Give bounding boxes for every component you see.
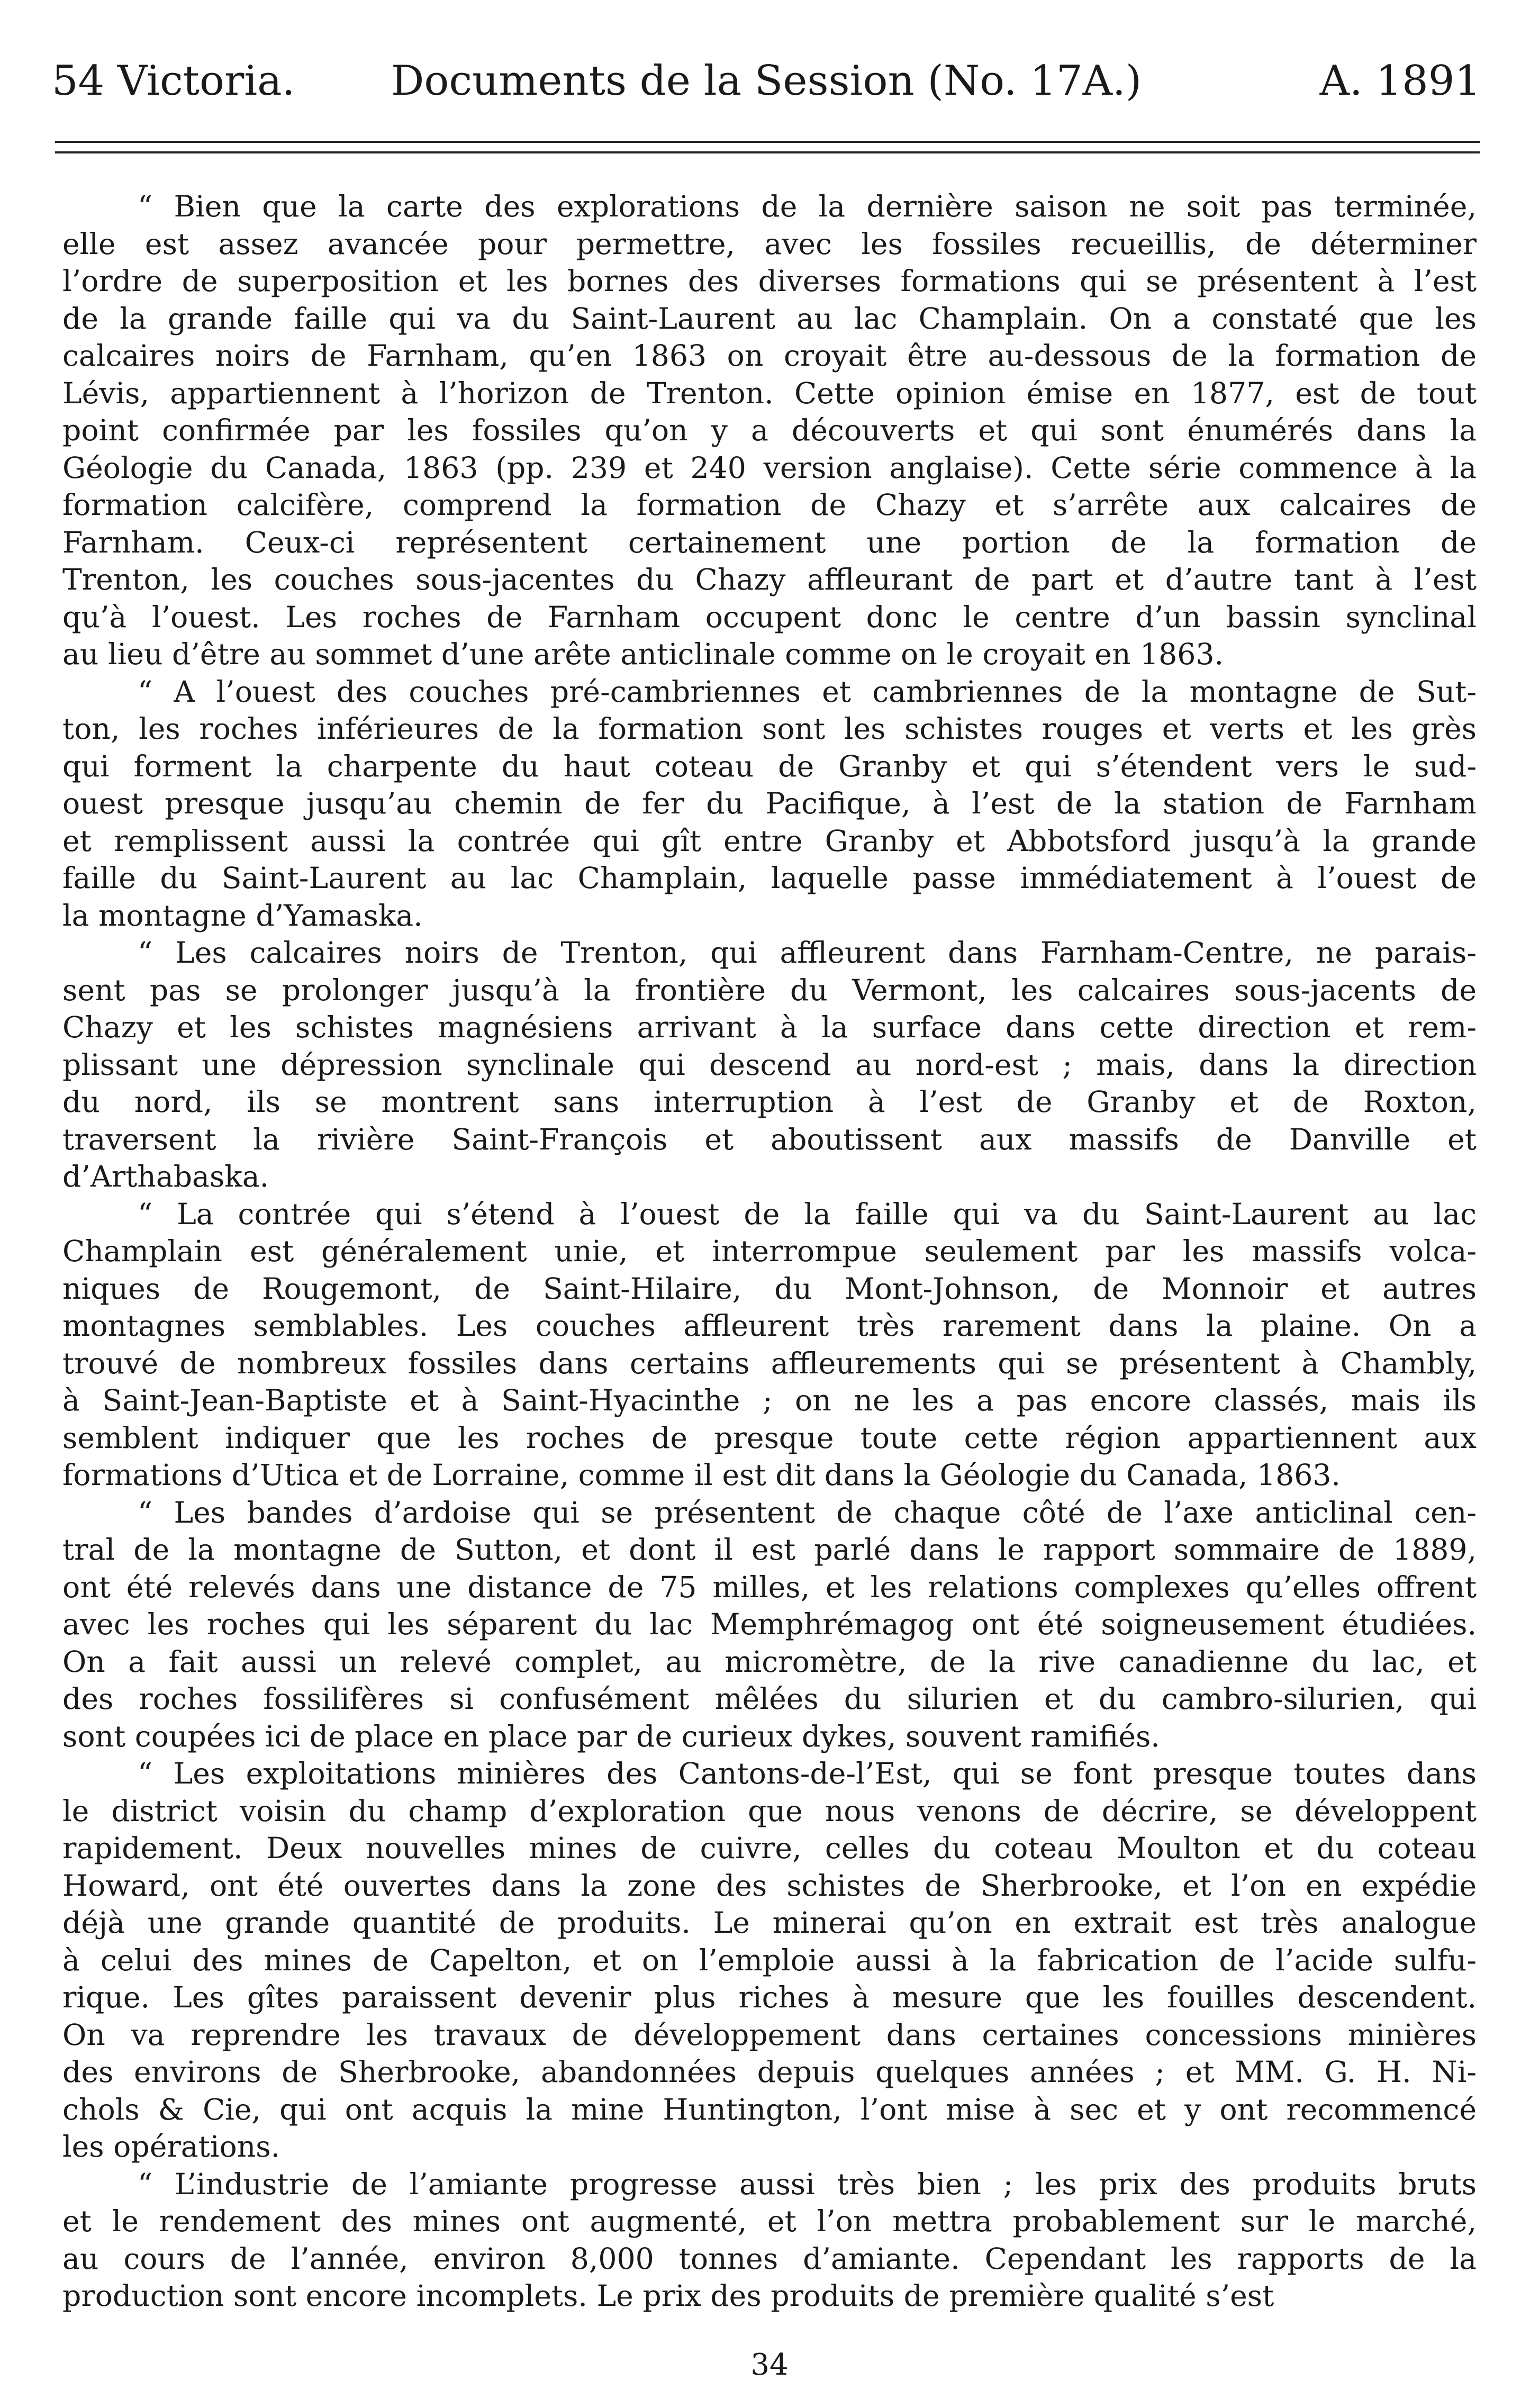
text-line: Lévis, appartiennent à l’horizon de Trenton. Cette opinion émise en 1877, est de tout (62, 376, 1477, 411)
text-line: du nord, ils se montrent sans interruption à l’est de Granby et de Roxton, (62, 1085, 1477, 1119)
text-line: au lieu d’être au sommet d’une arête anticlinale comme on le croyait en 1863. (62, 638, 1224, 672)
text-line: faille du Saint-Laurent au lac Champlain, laquelle passe immédiatement à l’ouest de (62, 862, 1477, 895)
text-line: “ La contrée qui s’étend à l’ouest de la faille qui va du Saint-Laurent au lac (138, 1197, 1477, 1232)
text-line: niques de Rougemont, de Saint-Hilaire, du Mont-Johnson, de Monnoir et autres (62, 1272, 1477, 1306)
header-year: A. 1891 (1319, 57, 1481, 105)
text-line: qu’à l’ouest. Les roches de Farnham occupent donc le centre d’un bassin synclinal (62, 600, 1477, 635)
text-line: point confirmée par les fossiles qu’on y a découverts et qui sont énumérés dans la (62, 414, 1477, 448)
text-line: le district voisin du champ d’exploration que nous venons de décrire, se développent (62, 1794, 1477, 1828)
text-line: formation calcifère, comprend la formation de Chazy et s’arrête aux calcaires de (62, 488, 1477, 522)
text-line: la montagne d’Yamaska. (62, 899, 423, 933)
text-line: Champlain est généralement unie, et interrompue seulement par les massifs volca- (62, 1235, 1477, 1269)
text-line: des environs de Sherbrooke, abandonnées depuis quelques années ; et MM. G. H. Ni- (62, 2056, 1477, 2089)
text-line: tral de la montagne de Sutton, et dont il est parlé dans le rapport sommaire de 1889, (62, 1533, 1477, 1567)
text-line: l’ordre de superposition et les bornes des diverses formations qui se présentent à l’est (62, 265, 1477, 298)
text-line: déjà une grande quantité de produits. Le minerai qu’on en extrait est très analogue (62, 1906, 1477, 1940)
text-line: “ Les bandes d’ardoise qui se présentent de chaque côté de l’axe anticlinal cen- (138, 1496, 1477, 1530)
paragraph (62, 674, 1477, 935)
text-line: montagnes semblables. Les couches affleurent très rarement dans la plaine. On a (62, 1309, 1477, 1343)
text-line: traversent la rivière Saint-François et aboutissent aux massifs de Danville et (62, 1122, 1477, 1157)
paragraph (62, 1196, 1477, 1495)
text-line: formations d’Utica et de Lorraine, comme il est dit dans la Géologie du Canada, 1863. (62, 1459, 1341, 1492)
text-line: rique. Les gîtes paraissent devenir plus riches à mesure que les fouilles descendent. (62, 1981, 1477, 2015)
header-rule-bottom (55, 151, 1480, 153)
header-volume: 54 Victoria. (52, 57, 295, 105)
text-line: sont coupées ici de place en place par de curieux dykes, souvent ramifiés. (62, 1719, 1160, 1754)
text-line: “ Bien que la carte des explorations de la dernière saison ne soit pas terminée, (138, 190, 1477, 224)
paragraph (62, 1755, 1477, 2166)
header-title: Documents de la Session (No. 17A.) (391, 57, 1142, 105)
text-line: elle est assez avancée pour permettre, avec les fossiles recueillis, de déterminer (62, 227, 1477, 261)
text-line: calcaires noirs de Farnham, qu’en 1863 on croyait être au-dessous de la formation de (62, 339, 1477, 373)
text-line: Howard, ont été ouvertes dans la zone des schistes de Sherbrooke, et l’on en expédie (62, 1869, 1477, 1903)
text-line: “ L’industrie de l’amiante progresse aussi très bien ; les prix des produits bruts (138, 2167, 1477, 2202)
paragraph (62, 935, 1477, 1196)
text-line: Trenton, les couches sous-jacentes du Chazy affleurant de part et d’autre tant à l’est (62, 563, 1477, 597)
paragraph (62, 188, 1477, 674)
text-line: semblent indiquer que les roches de presque toute cette région appartiennent aux (62, 1421, 1477, 1455)
paragraph (62, 2166, 1477, 2315)
text-line: Géologie du Canada, 1863 (pp. 239 et 240 version anglaise). Cette série commence à la (62, 451, 1477, 485)
text-line: de la grande faille qui va du Saint-Laurent au lac Champlain. On a constaté que les (62, 302, 1477, 336)
running-head (52, 57, 1481, 105)
text-line: ont été relevés dans une distance de 75 milles, et les relations complexes qu’elles offrent (62, 1570, 1477, 1605)
text-line: sent pas se prolonger jusqu’à la frontière du Vermont, les calcaires sous-jacents de (62, 973, 1477, 1008)
text-line: et le rendement des mines ont augmenté, et l’on mettra probablement sur le marché, (62, 2205, 1477, 2239)
text-line: plissant une dépression synclinale qui descend au nord-est ; mais, dans la direction (62, 1048, 1477, 1082)
text-line: “ Les calcaires noirs de Trenton, qui affleurent dans Farnham-Centre, ne parais- (138, 936, 1477, 970)
header-rule-top (55, 141, 1480, 143)
text-line: ton, les roches inférieures de la formation sont les schistes rouges et verts et les grès (62, 712, 1477, 746)
text-line: rapidement. Deux nouvelles mines de cuivre, celles du coteau Moulton et du coteau (62, 1832, 1477, 1866)
page-number: 34 (750, 2348, 789, 2382)
text-line: Farnham. Ceux-ci représentent certainement une portion de la formation de (62, 526, 1477, 560)
text-line: d’Arthabaska. (62, 1160, 269, 1194)
text-line: chols & Cie, qui ont acquis la mine Huntington, l’ont mise à sec et y ont recommencé (62, 2093, 1477, 2127)
text-line: à Saint-Jean-Baptiste et à Saint-Hyacinthe ; on ne les a pas encore classés, mais ils (62, 1384, 1477, 1418)
body-text (62, 188, 1477, 2315)
text-line: avec les roches qui les séparent du lac Memphrémagog ont été soigneusement étudiées. (62, 1608, 1477, 1642)
text-line: au cours de l’année, environ 8,000 tonnes d’amiante. Cependant les rapports de la (62, 2242, 1477, 2276)
text-line: à celui des mines de Capelton, et on l’emploie aussi à la fabrication de l’acide sulfu- (62, 1943, 1477, 1978)
text-line: “ A l’ouest des couches pré-cambriennes et cambriennes de la montagne de Sut- (138, 675, 1477, 709)
text-line: ouest presque jusqu’au chemin de fer du Pacifique, à l’est de la station de Farnham (62, 787, 1477, 821)
text-line: Chazy et les schistes magnésiens arrivant à la surface dans cette direction et rem- (62, 1011, 1477, 1045)
text-line: qui forment la charpente du haut coteau de Granby et qui s’étendent vers le sud- (62, 749, 1477, 784)
text-line: On a fait aussi un relevé complet, au micromètre, de la rive canadienne du lac, et (62, 1645, 1477, 1679)
paragraph (62, 1495, 1477, 1756)
text-line: et remplissent aussi la contrée qui gît entre Granby et Abbotsford jusqu’à la grande (62, 824, 1477, 858)
text-line: des roches fossilifères si confusément mêlées du silurien et du cambro-silurien, qui (62, 1682, 1477, 1716)
text-line: “ Les exploitations minières des Cantons-de-l’Est, qui se font presque toutes dans (138, 1757, 1477, 1791)
text-line: les opérations. (62, 2130, 280, 2164)
text-line: trouvé de nombreux fossiles dans certains affleurements qui se présentent à Chambly, (62, 1346, 1477, 1381)
text-line: On va reprendre les travaux de développement dans certaines concessions minières (62, 2018, 1477, 2052)
text-line: production sont encore incomplets. Le prix des produits de première qualité s’est (62, 2279, 1274, 2313)
